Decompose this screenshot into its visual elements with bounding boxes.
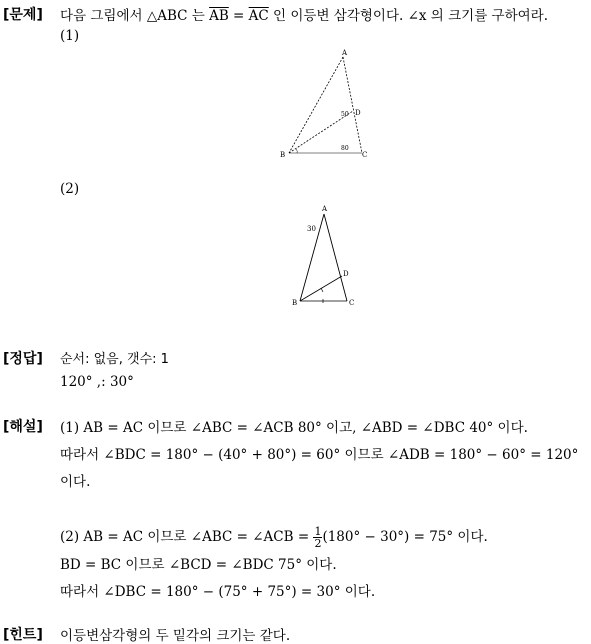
equals: =: [228, 8, 249, 24]
answer-line-1: 순서: 없음, 갯수: 1: [60, 352, 169, 367]
explanation-p1-line1: (1) AB = AC 이므로 ∠ABC = ∠ACB 80° 이고, ∠ABD = ∠DBC 40° 이다.: [60, 420, 528, 436]
hint-tag: [힌트]: [3, 627, 43, 643]
part-2-label: (2): [60, 181, 80, 197]
label-d: D: [343, 270, 349, 278]
side-ac: [343, 57, 362, 153]
label-c: C: [349, 299, 355, 307]
explanation-tag: [해설]: [3, 419, 43, 435]
fraction-numerator: 1: [314, 525, 322, 538]
answer-tag: [정답]: [3, 351, 43, 367]
explanation-p1-line3: 이다.: [60, 474, 91, 490]
explanation-p2-line3: 따라서 ∠DBC = 180° − (75° + 75°) = 30° 이다.: [60, 584, 376, 600]
label-b: B: [280, 151, 286, 159]
angle-d-label: 50: [341, 111, 349, 118]
hint-text: 이등변삼각형의 두 밑각의 크기는 같다.: [60, 628, 291, 644]
angle-b-arc: [296, 149, 297, 153]
label-d: D: [355, 109, 361, 117]
explanation-p2-line1: [60, 525, 488, 549]
answer-line-2: 120° ,: 30°: [60, 374, 134, 390]
problem-statement: [60, 4, 548, 24]
statement-post: 인 이등변 삼각형이다. ∠x 의 크기를 구하여라.: [268, 8, 549, 24]
part-1-label: (1): [60, 28, 80, 44]
p2-line1-post: (180° − 30°) = 75° 이다.: [322, 529, 488, 545]
label-a: A: [342, 49, 348, 57]
segment-ab: $\overline{AB}$: [209, 8, 229, 24]
angle-c-label: 80: [341, 145, 349, 152]
problem-tag: [문제]: [3, 7, 43, 23]
p2-line1-pre: (2) AB = AC 이므로 ∠ABC = ∠ACB =: [60, 529, 314, 545]
segment-ac: $\overline{AC}$: [248, 8, 269, 24]
label-c: C: [362, 151, 368, 159]
angle-a-label: 30: [307, 225, 316, 233]
label-b: B: [292, 299, 298, 307]
label-a: A: [322, 205, 328, 213]
explanation-p2-line2: BD = BC 이므로 ∠BCD = ∠BDC 75° 이다.: [60, 557, 337, 573]
fraction-denominator: 2: [314, 537, 322, 550]
side-ac: [324, 214, 347, 301]
tick-bd: [321, 288, 323, 292]
statement-pre: 다음 그림에서 △ABC 는: [60, 8, 210, 24]
figure-2: [290, 200, 365, 315]
side-ab: [289, 57, 343, 153]
figure-1: [276, 45, 376, 163]
explanation-p1-line2: 따라서 ∠BDC = 180° − (40° + 80°) = 60° 이므로 ∠ADB = 180° − 60° = 120°: [60, 447, 579, 463]
